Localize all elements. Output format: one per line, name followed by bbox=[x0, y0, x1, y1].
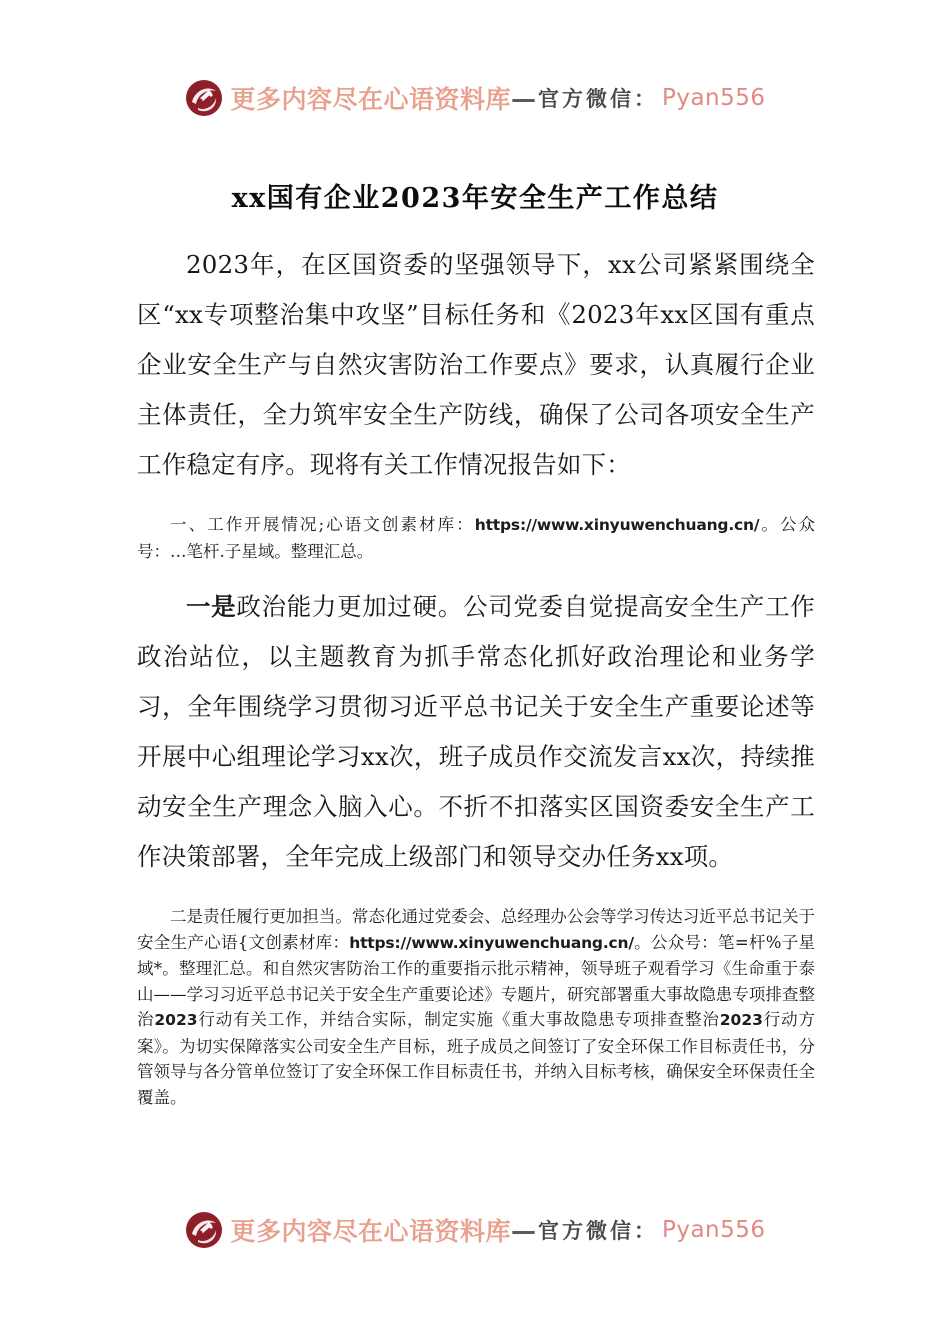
page-title: xx国有企业2023年安全生产工作总结 bbox=[231, 183, 719, 214]
paragraph-point-two bbox=[137, 904, 815, 1110]
banner-official-label: 官方微信： bbox=[537, 1218, 658, 1243]
section-one-url: https://www.xinyuwenchuang.cn/ bbox=[474, 516, 760, 534]
point-two-part-d: 行动方案》。为切实保障落实公司安全生产目标，班子成员之间签订了安全环保工作目标责任书，分管领导与各分管单位签订了安全环保工作目标责任书，并纳入目标考核，确保安全环保责任全覆盖。 bbox=[137, 1010, 816, 1107]
banner-official-label: 官方微信： bbox=[537, 86, 658, 111]
banner-wechat-id: Pyan556 bbox=[661, 1217, 766, 1243]
paragraph-point-one bbox=[137, 582, 815, 882]
circular-brush-emblem-icon bbox=[184, 78, 224, 118]
document-body bbox=[137, 240, 815, 1110]
point-two-part-a: 二是责任履行更加担当。常态化通过党委会、总经理办公会等学习传达习近平总书记关于安全生产心语{文创素材库： bbox=[137, 907, 815, 952]
point-two-url: https://www.xinyuwenchuang.cn/ bbox=[349, 933, 634, 952]
banner-slogan: 更多内容尽在心语资料库 bbox=[230, 85, 511, 114]
section-one-heading: 一、工作开展情况;心语文创素材库： bbox=[170, 515, 475, 534]
watermark-banner-top bbox=[0, 78, 950, 118]
point-one-lead: 一是 bbox=[186, 592, 237, 621]
watermark-banner-bottom bbox=[0, 1210, 950, 1250]
point-two-part-b: 。公众号：笔=杆%子星域*。整理汇总。和自然灾害防治工作的重要指示批示精神，领导班子观看学习《生命重于泰山——学习习近平总书记关于安全生产重要论述》专题片，研究部署重大事故隐患专项排查整治 bbox=[137, 932, 815, 1029]
point-two-year-second: 2023 bbox=[719, 1011, 763, 1029]
point-two-year-first: 2023 bbox=[154, 1011, 198, 1029]
banner-wechat-id: Pyan556 bbox=[661, 85, 766, 111]
circular-brush-emblem-icon bbox=[184, 1210, 224, 1250]
banner-dash: — bbox=[510, 1215, 536, 1245]
point-one-body: 政治能力更加过硬。公司党委自觉提高安全生产工作政治站位，以主题教育为抓手常态化抓好政治理论和业务学习，全年围绕学习贯彻习近平总书记关于安全生产重要论述等开展中心组理论学习xx次，班子成员作交流发言xx次，持续推动安全生产理念入脑入心。不折不扣落实区国资委安全生产工作决策部署，全年完成上级部门和领导交办任务xx项。 bbox=[137, 592, 815, 871]
paragraph-section-one bbox=[137, 512, 815, 564]
point-two-part-c: 行动有关工作，并结合实际，制定实施《重大事故隐患专项排查整治 bbox=[197, 1010, 720, 1029]
banner-slogan: 更多内容尽在心语资料库 bbox=[230, 1217, 511, 1246]
banner-dash: — bbox=[510, 83, 536, 113]
paragraph-intro: 2023年，在区国资委的坚强领导下，xx公司紧紧围绕全区“xx专项整治集中攻坚”目标任务和《2023年xx区国有重点企业安全生产与自然灾害防治工作要点》要求，认真履行企业主体责任，全力筑牢安全生产防线，确保了公司各项安全生产工作稳定有序。现将有关工作情况报告如下： bbox=[137, 250, 815, 479]
section-one-tail: 。公众号：…笔杆.子星域。整理汇总。 bbox=[137, 515, 816, 561]
